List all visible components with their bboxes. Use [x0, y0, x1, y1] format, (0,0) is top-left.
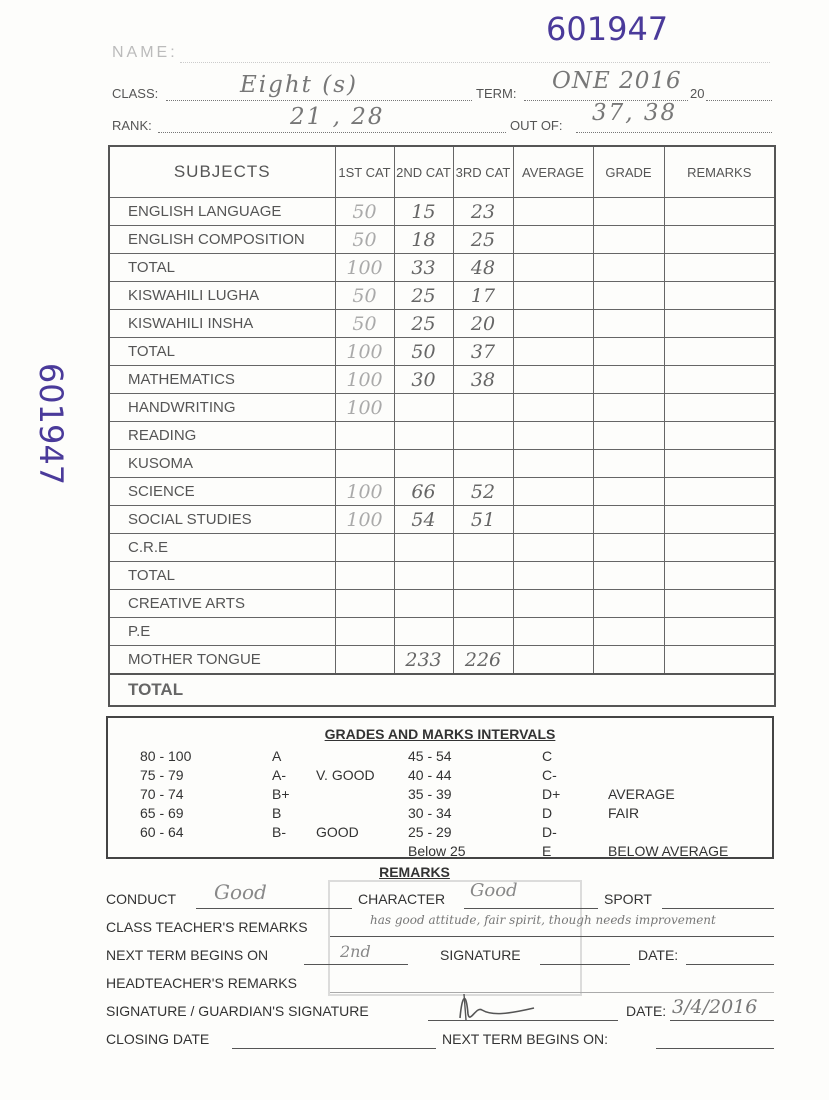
grades-title: GRADES AND MARKS INTERVALS: [324, 726, 556, 742]
table-row: [109, 534, 775, 562]
cat1-cell: 100: [335, 366, 394, 394]
grades-intervals-box: [106, 716, 774, 859]
grade-cell: [593, 226, 664, 254]
average-cell: [513, 338, 593, 366]
subject-cell: ENGLISH COMPOSITION: [109, 226, 335, 254]
cat2-cell: 30: [394, 366, 453, 394]
sport-label: SPORT: [604, 891, 652, 907]
cat1-cell: [335, 618, 394, 646]
name-label: NAME:: [112, 44, 178, 61]
sport-line: [662, 908, 774, 909]
table-row: [109, 226, 775, 254]
average-cell: [513, 226, 593, 254]
cat3-cell: 52: [453, 478, 513, 506]
header-cat3: 3RD CAT: [453, 146, 513, 198]
remarks-cell: [664, 562, 775, 590]
remarks-cell: [664, 254, 775, 282]
grade-letter: A-: [272, 767, 286, 783]
grade-letter: D-: [542, 824, 557, 840]
cat2-cell: [394, 618, 453, 646]
cat2-cell: 50: [394, 338, 453, 366]
average-cell: [513, 506, 593, 534]
remarks-cell: [664, 338, 775, 366]
cat2-cell: 33: [394, 254, 453, 282]
remarks-title: REMARKS: [379, 864, 450, 880]
table-row: [109, 450, 775, 478]
cat1-cell: 100: [335, 394, 394, 422]
average-cell: [513, 562, 593, 590]
cat1-cell: 100: [335, 506, 394, 534]
grade-range: 75 - 79: [140, 767, 184, 783]
remarks-cell: [664, 394, 775, 422]
grade-range: 25 - 29: [408, 824, 452, 840]
grade-letter: C-: [542, 767, 557, 783]
rank-value: 21 , 28: [290, 104, 385, 130]
character-value: Good: [470, 880, 518, 901]
table-row: [109, 198, 775, 226]
cat1-cell: 100: [335, 254, 394, 282]
signature-label: SIGNATURE: [440, 947, 521, 963]
header-remarks: REMARKS: [664, 146, 775, 198]
conduct-line: [196, 908, 352, 909]
grade-cell: [593, 590, 664, 618]
remarks-cell: [664, 450, 775, 478]
class-value: Eight (s): [240, 72, 358, 98]
average-cell: [513, 646, 593, 675]
grade-range: 65 - 69: [140, 805, 184, 821]
grade-cell: [593, 366, 664, 394]
conduct-value: Good: [214, 880, 267, 904]
term-suffix: 20: [690, 86, 705, 101]
cat3-cell: 51: [453, 506, 513, 534]
average-cell: [513, 310, 593, 338]
grade-range: 40 - 44: [408, 767, 452, 783]
cat3-cell: [453, 422, 513, 450]
grade-letter: D: [542, 805, 553, 821]
grade-comment: BELOW AVERAGE: [608, 843, 729, 859]
cat2-cell: 25: [394, 282, 453, 310]
subject-cell: TOTAL: [109, 562, 335, 590]
conduct-label: CONDUCT: [106, 891, 176, 907]
remarks-cell: [664, 618, 775, 646]
date-line: [686, 964, 774, 965]
grade-letter: B+: [272, 786, 290, 802]
cat3-cell: 38: [453, 366, 513, 394]
remarks-cell: [664, 282, 775, 310]
term-suffix-line: [706, 100, 772, 101]
cat1-cell: [335, 646, 394, 675]
cat1-cell: [335, 450, 394, 478]
grade-cell: [593, 422, 664, 450]
remarks-cell: [664, 534, 775, 562]
grade-cell: [593, 198, 664, 226]
headteacher-remarks-line: [330, 992, 774, 993]
guardian-date-line: [670, 1020, 774, 1021]
grade-comment: GOOD: [316, 824, 359, 840]
remarks-cell: [664, 198, 775, 226]
grade-cell: [593, 310, 664, 338]
cat2-cell: 25: [394, 310, 453, 338]
subject-cell: TOTAL: [109, 254, 335, 282]
average-cell: [513, 590, 593, 618]
next-term-begins-on-line: [656, 1048, 774, 1049]
closing-date-label: CLOSING DATE: [106, 1031, 210, 1047]
marks-table-header: [109, 146, 775, 198]
guardian-signature-scribble: [452, 986, 542, 1026]
cat2-cell: [394, 450, 453, 478]
cat2-cell: 15: [394, 198, 453, 226]
grade-range: Below 25: [408, 843, 466, 859]
cat3-cell: [453, 590, 513, 618]
subject-cell: KISWAHILI INSHA: [109, 310, 335, 338]
cat1-cell: [335, 422, 394, 450]
subject-cell: TOTAL: [109, 338, 335, 366]
grade-cell: [593, 534, 664, 562]
cat2-cell: [394, 590, 453, 618]
footer-total-label: TOTAL: [109, 674, 775, 706]
table-row: [109, 618, 775, 646]
header-cat1: 1ST CAT: [335, 146, 394, 198]
subject-cell: P.E: [109, 618, 335, 646]
cat3-cell: 20: [453, 310, 513, 338]
average-cell: [513, 478, 593, 506]
cat2-cell: 18: [394, 226, 453, 254]
class-label: CLASS:: [112, 86, 159, 101]
table-row: [109, 422, 775, 450]
subject-cell: MATHEMATICS: [109, 366, 335, 394]
grade-range: 60 - 64: [140, 824, 184, 840]
grade-comment: AVERAGE: [608, 786, 675, 802]
grade-letter: D+: [542, 786, 561, 802]
guardian-date-label: DATE:: [626, 1003, 667, 1019]
table-row: [109, 562, 775, 590]
rank-line: [158, 132, 506, 133]
subject-cell: KISWAHILI LUGHA: [109, 282, 335, 310]
subject-cell: CREATIVE ARTS: [109, 590, 335, 618]
table-row: [109, 366, 775, 394]
character-label: CHARACTER: [358, 891, 446, 907]
grade-letter: A: [272, 748, 282, 764]
average-cell: [513, 366, 593, 394]
table-footer-row: [109, 674, 775, 706]
class-line: [166, 100, 472, 101]
out-of-label: OUT OF:: [510, 118, 563, 133]
grade-cell: [593, 478, 664, 506]
remarks-cell: [664, 422, 775, 450]
remarks-cell: [664, 506, 775, 534]
remarks-cell: [664, 590, 775, 618]
grade-cell: [593, 646, 664, 675]
grade-range: 70 - 74: [140, 786, 184, 802]
guardian-signature-label: SIGNATURE / GUARDIAN'S SIGNATURE: [106, 1003, 369, 1019]
grade-cell: [593, 254, 664, 282]
subject-cell: SOCIAL STUDIES: [109, 506, 335, 534]
table-row: [109, 590, 775, 618]
signature-line: [540, 964, 630, 965]
cat3-cell: 48: [453, 254, 513, 282]
grade-letter: C: [542, 748, 553, 764]
average-cell: [513, 198, 593, 226]
grade-range: 30 - 34: [408, 805, 452, 821]
grade-range: 45 - 54: [408, 748, 452, 764]
average-cell: [513, 254, 593, 282]
cat1-cell: 50: [335, 226, 394, 254]
cat2-cell: 54: [394, 506, 453, 534]
remarks-cell: [664, 310, 775, 338]
reference-number-side: 601947: [32, 362, 71, 486]
cat2-cell: [394, 394, 453, 422]
next-term-begins-line: [304, 964, 408, 965]
remarks-cell: [664, 226, 775, 254]
average-cell: [513, 282, 593, 310]
grade-letter: E: [542, 843, 552, 859]
table-row: [109, 394, 775, 422]
cat3-cell: [453, 562, 513, 590]
grade-cell: [593, 618, 664, 646]
subject-cell: MOTHER TONGUE: [109, 646, 335, 675]
grade-range: 35 - 39: [408, 786, 452, 802]
grade-cell: [593, 506, 664, 534]
header-subjects: SUBJECTS: [109, 146, 335, 198]
cat1-cell: [335, 590, 394, 618]
remarks-cell: [664, 478, 775, 506]
out-of-line: [576, 132, 772, 133]
cat2-cell: 233: [394, 646, 453, 675]
remarks-cell: [664, 646, 775, 675]
date-label: DATE:: [638, 947, 679, 963]
grade-cell: [593, 282, 664, 310]
class-teacher-remarks-value: has good attitude, fair spirit, though needs improvement: [370, 913, 716, 927]
table-row: [109, 506, 775, 534]
table-row: [109, 254, 775, 282]
cat3-cell: [453, 394, 513, 422]
term-value: ONE 2016: [552, 68, 682, 94]
average-cell: [513, 394, 593, 422]
rank-label: RANK:: [112, 118, 152, 133]
grade-range: 80 - 100: [140, 748, 192, 764]
cat2-cell: [394, 422, 453, 450]
class-teacher-remarks-label: CLASS TEACHER'S REMARKS: [106, 919, 308, 935]
cat1-cell: [335, 534, 394, 562]
grade-letter: B: [272, 805, 282, 821]
guardian-date-value: 3/4/2016: [672, 996, 758, 1018]
headteacher-remarks-label: HEADTEACHER'S REMARKS: [106, 975, 297, 991]
closing-date-line: [232, 1048, 436, 1049]
subject-cell: KUSOMA: [109, 450, 335, 478]
table-row: [109, 338, 775, 366]
out-of-value: 37, 38: [592, 100, 678, 126]
cat2-cell: [394, 562, 453, 590]
cat1-cell: 50: [335, 198, 394, 226]
average-cell: [513, 534, 593, 562]
cat3-cell: [453, 534, 513, 562]
marks-table: [108, 145, 776, 707]
character-line: [464, 908, 598, 909]
cat2-cell: 66: [394, 478, 453, 506]
grade-cell: [593, 450, 664, 478]
remarks-cell: [664, 366, 775, 394]
grade-cell: [593, 338, 664, 366]
cat3-cell: [453, 618, 513, 646]
cat1-cell: 100: [335, 478, 394, 506]
cat3-cell: 23: [453, 198, 513, 226]
reference-number-top: 601947: [546, 10, 669, 48]
next-term-begins-value: 2nd: [340, 942, 371, 961]
grade-comment: FAIR: [608, 805, 640, 821]
subject-cell: SCIENCE: [109, 478, 335, 506]
cat1-cell: 100: [335, 338, 394, 366]
grade-letter: B-: [272, 824, 286, 840]
cat1-cell: 50: [335, 310, 394, 338]
subject-cell: ENGLISH LANGUAGE: [109, 198, 335, 226]
average-cell: [513, 450, 593, 478]
header-cat2: 2ND CAT: [394, 146, 453, 198]
term-label: TERM:: [476, 86, 517, 101]
class-teacher-remarks-line: [330, 936, 774, 937]
table-row: [109, 282, 775, 310]
grade-cell: [593, 562, 664, 590]
header-grade: GRADE: [593, 146, 664, 198]
table-row: [109, 478, 775, 506]
average-cell: [513, 618, 593, 646]
subject-cell: HANDWRITING: [109, 394, 335, 422]
next-term-begins-label: NEXT TERM BEGINS ON: [106, 947, 269, 963]
cat3-cell: 25: [453, 226, 513, 254]
next-term-begins-on-label: NEXT TERM BEGINS ON:: [442, 1031, 608, 1047]
subject-cell: READING: [109, 422, 335, 450]
table-row: [109, 646, 775, 675]
header-average: AVERAGE: [513, 146, 593, 198]
cat3-cell: [453, 450, 513, 478]
cat2-cell: [394, 534, 453, 562]
subject-cell: C.R.E: [109, 534, 335, 562]
cat3-cell: 17: [453, 282, 513, 310]
cat1-cell: [335, 562, 394, 590]
average-cell: [513, 422, 593, 450]
cat1-cell: 50: [335, 282, 394, 310]
table-row: [109, 310, 775, 338]
grade-comment: V. GOOD: [316, 767, 375, 783]
cat3-cell: 37: [453, 338, 513, 366]
cat3-cell: 226: [453, 646, 513, 675]
grade-cell: [593, 394, 664, 422]
name-line: [180, 62, 770, 63]
